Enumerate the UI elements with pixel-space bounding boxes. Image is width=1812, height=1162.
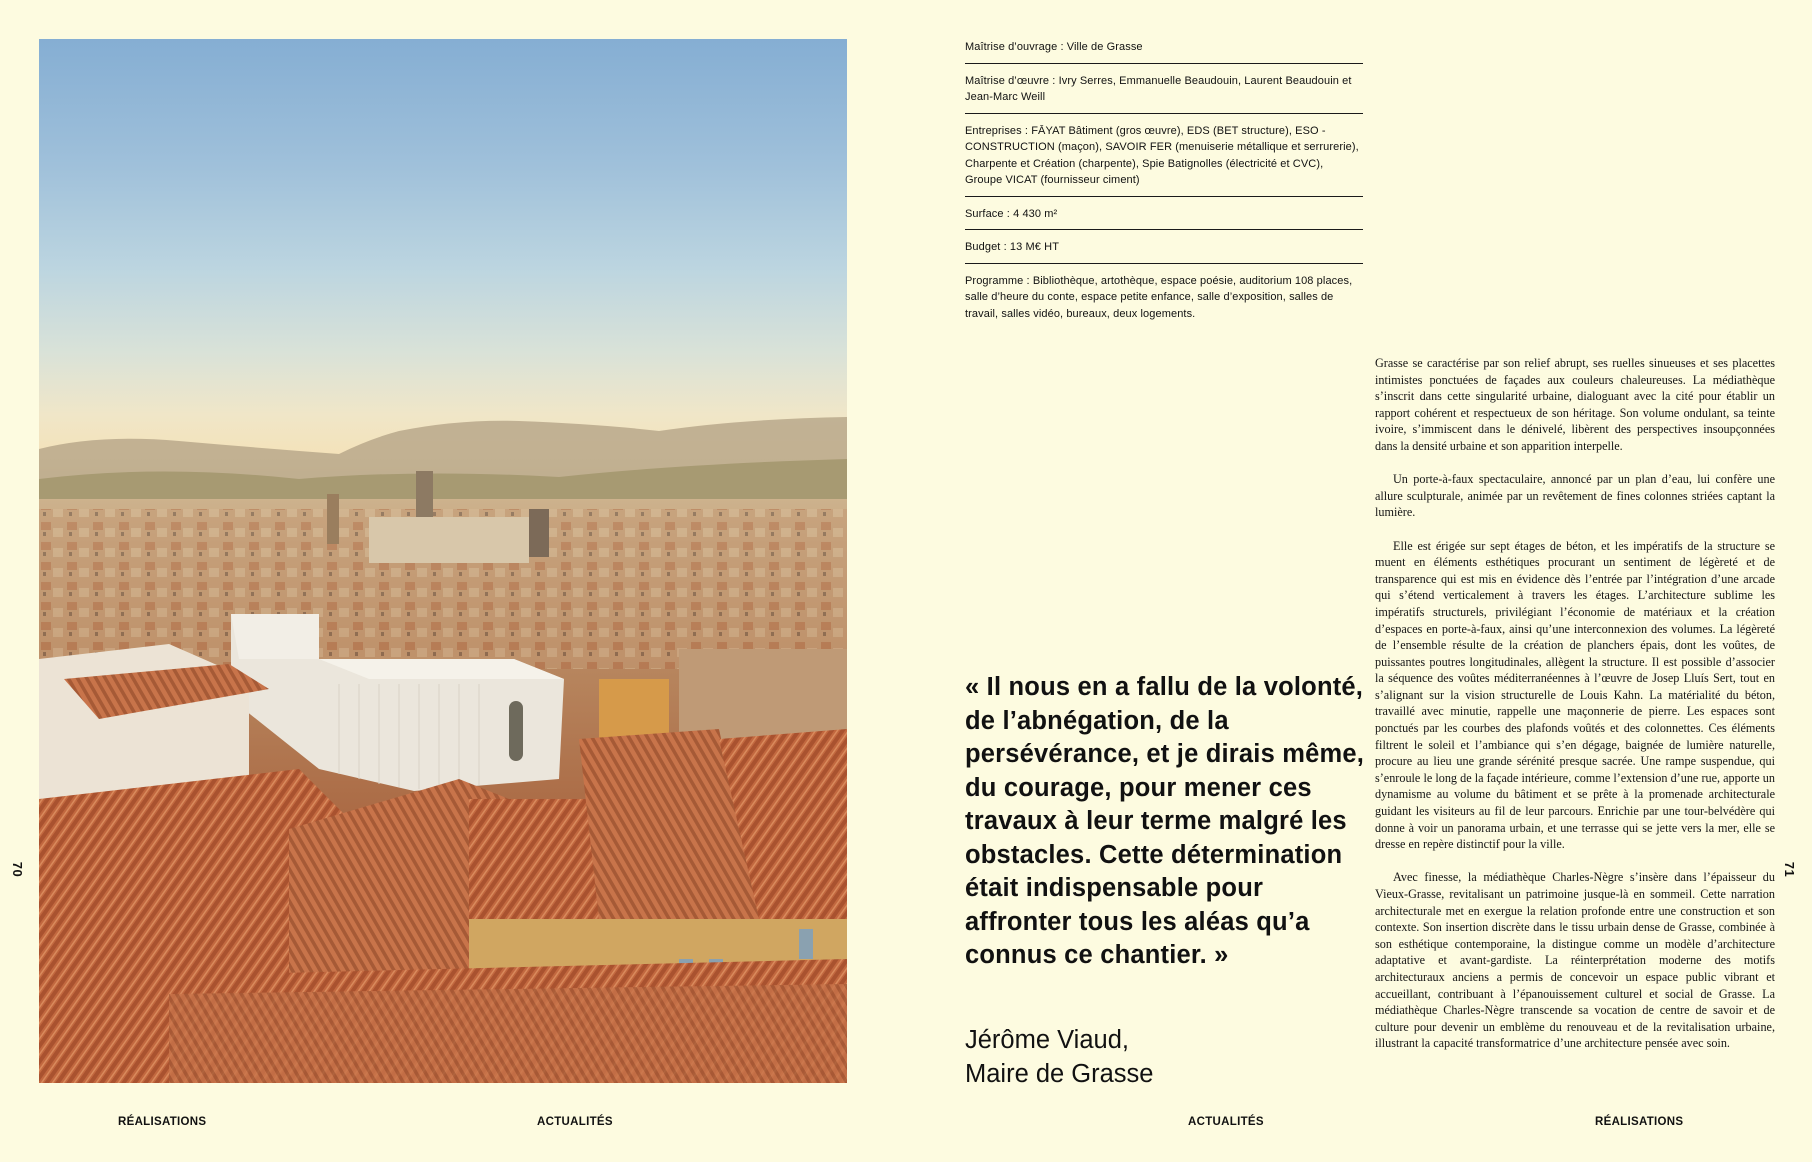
article-body [1375,355,1775,1069]
spec-programme: Programme : Bibliothèque, artothèque, espace poésie, auditorium 108 places, salle d’heure du conte, espace petite enfance, salle d’exposition, salles de travail, salles vidéo, bureaux, deux logements. [965,274,1353,320]
author-name: Jérôme Viaud, [965,1026,1129,1054]
body-paragraph: Avec finesse, la médiathèque Charles-Nègre s’insère dans l’épaisseur du Vieux-Grasse, revitalisant un patrimoine jusque-là en sommeil. Cette narration architecturale met en exergue la relation profonde entre une construction et son contexte. Son insertion discrète dans le tissu urbain dense de Grasse, combinée à son esthétique contemporaine, la distingue comme un modèle d’architecture adaptative et avant-gardiste. La réinterprétation moderne des motifs architecturaux anciens a permis de concevoir un espace public vibrant et accueillant, contribuant à l’épanouissement culturel et social de Grasse. La médiathèque Charles-Nègre transcende sa vocation de centre de savoir et de culture pour devenir un emblème du renouveau et de la revitalisation urbaine, illustrant la capacité transformatrice d’une architecture pensée avec soin. [1375,870,1775,1051]
pull-quote: « Il nous en a fallu de la volonté, de l’abnégation, de la persévérance, et je dirais même, du courage, pour mener ces travaux à leur terme malgré les obstacles. Cette détermination était indispensable pour affronter tous les aléas qu’a connus ce chantier. » [965,673,1365,969]
aerial-photo-grasse [39,39,847,1083]
body-paragraph: Un porte-à-faux spectaculaire, annoncé par un plan d’eau, lui confère une allure sculpturale, animée par un revêtement de fines colonnes striées captant la lumière. [1375,472,1775,520]
footer-section-actualites-right: ACTUALITÉS [1188,1116,1264,1128]
spec-budget: Budget : 13 M€ HT [965,230,1363,264]
body-paragraph: Grasse se caractérise par son relief abrupt, ses ruelles sinueuses et ses placettes intimistes ponctuées de façades aux couleurs chaleureuses. La médiathèque s’inscrit dans cette singularité urbaine, dialoguant avec la cité pour établir un rapport cohérent et respectueux de son héritage. Son volume ondulant, sa teinte ivoire, s’immiscent dans le dénivelé, libèrent des perspectives insoupçonnées dans la densité urbaine et son apparition interpelle. [1375,356,1775,453]
page-number-left: 70 [10,861,26,878]
author-title: Maire de Grasse [965,1059,1154,1088]
page-number-right: 71 [1782,861,1798,878]
footer-section-realisations-right: RÉALISATIONS [1595,1116,1684,1128]
photo-illustration [39,39,847,1083]
project-specs-list [965,34,1363,329]
spec-surface: Surface : 4 430 m² [965,197,1363,231]
footer-section-realisations-left: RÉALISATIONS [118,1116,207,1128]
spec-entreprises: Entreprises : FĀYAT Bâtiment (gros œuvre), EDS (BET structure), ESO - CONSTRUCTION (maçon), SAVOIR FER (menuiserie métallique et serrurerie), Charpente et Création (charpente), Spie Batignolles (électricité et CVC), Groupe VICAT (fournisseur ciment) [965,114,1363,197]
spec-maitrise-oeuvre: Maîtrise d’œuvre : Ivry Serres, Emmanuelle Beaudouin, Laurent Beaudouin et Jean-Marc Weill [965,64,1363,114]
spec-maitrise-ouvrage: Maîtrise d’ouvrage : Ville de Grasse [965,34,1363,64]
quote-attribution [965,1024,1365,1091]
body-paragraph: Elle est érigée sur sept étages de béton, et les impératifs de la structure se muent en éléments esthétiques procurant un sentiment de légèreté et de transparence qui est mis en évidence dès l’entrée par l’intégration d’une arcade qui s’étend verticalement à travers les étages. L’architecture sublime les impératifs structurels, privilégiant l’économie de matériaux et la création d’espaces en porte-à-faux, ainsi qu’une interconnexion des volumes. La légèreté de l’ensemble résulte de la création de planchers épais, dont les voûtes, de puissantes poutres longitudinales, allègent la structure. Il est possible d’associer la séquence des voûtes méditerranéennes à l’œuvre de Josep Lluís Sert, tout en s’alignant sur la vision structurelle de Louis Kahn. La matérialité du béton, travaillé avec minutie, rappelle une maçonnerie de pierre. Les espaces sont ponctués par les courbes des plafonds voûtés et des colonnettes. Ces éléments filtrent le soleil et l’ambiance qui s’en dégage, baignée de lumière naturelle, procure au lieu une grande sérénité presque sacrée. Une rampe suspendue, qui s’enroule le long de la façade intérieure, comme l’extension d’une rue, apporte un dynamisme au volume du bâtiment et se prête à la promenade architecturale guidant les visiteurs au fil de leur parcours. Enrichie par une tour-belvédère qui donne à voir un panorama urbain, et une terrasse qui se jette vers la mer, elle se dresse en repère distinctif pour la ville. [1375,538,1775,852]
footer-section-actualites-left: ACTUALITÉS [537,1116,613,1128]
